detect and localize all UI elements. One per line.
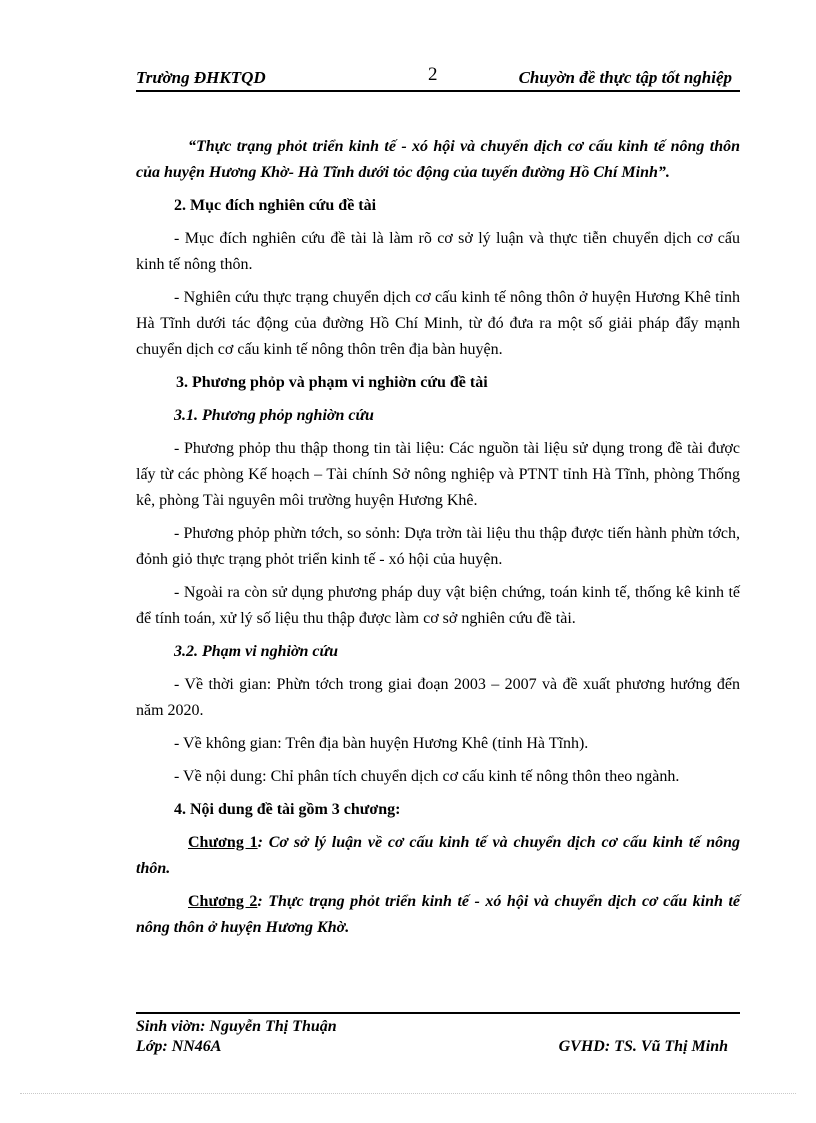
- chapter-2-label: Chương 2: [188, 893, 258, 910]
- chapter-1-entry: [136, 830, 740, 882]
- footer-advisor: GVHD: TS. Vũ Thị Minh: [558, 1038, 728, 1055]
- section-2-paragraph-1: - Mục đích nghiên cứu đề tài là làm rõ cơ sở lý luận và thực tiễn chuyển dịch cơ cấu kinh tế nông thôn.: [136, 230, 740, 273]
- section-3-1-heading: 3.1. Phương phỏp nghiờn cứu: [174, 407, 374, 424]
- document-body: [136, 134, 740, 941]
- chapter-2-entry: [136, 889, 740, 941]
- section-3-1-paragraph-3: - Ngoài ra còn sử dụng phương pháp duy vật biện chứng, toán kinh tế, thống kê kinh tế để tính toán, xử lý số liệu thu thập được làm cơ sở nghiên cứu đề tài.: [136, 584, 740, 627]
- section-2-paragraph-2: - Nghiên cứu thực trạng chuyển dịch cơ cấu kinh tế nông thôn ở huyện Hương Khê tỉnh Hà Tĩnh dưới tác động của đường Hồ Chí Minh, từ đó đưa ra một số giải pháp đẩy mạnh chuyển dịch cơ cấu kinh tế nông thôn trên địa bàn huyện.: [136, 289, 740, 358]
- section-4-heading: 4. Nội dung đề tài gồm 3 chương:: [174, 801, 401, 818]
- section-3-1-paragraph-1: - Phương phỏp thu thập thong tin tài liệu: Các nguồn tài liệu sử dụng trong đề tài được lấy từ các phòng Kế hoạch – Tài chính Sở nông nghiệp và PTNT tỉnh Hà Tĩnh, phòng Thống kê, phòng Tài nguyên môi trường huyện Hương Khê.: [136, 440, 740, 509]
- footer-class: Lớp: NN46A: [136, 1038, 222, 1055]
- section-3-2-paragraph-1: - Về thời gian: Phừn tớch trong giai đoạn 2003 – 2007 và đề xuất phương hướng đến năm 2020.: [136, 676, 740, 719]
- section-3-2-heading: 3.2. Phạm vi nghiờn cứu: [174, 643, 338, 660]
- section-3-2-paragraph-2: - Về không gian: Trên địa bàn huyện Hương Khê (tỉnh Hà Tĩnh).: [174, 735, 589, 752]
- page-number: 2: [428, 64, 438, 85]
- section-3-2-paragraph-3: - Về nội dung: Chỉ phân tích chuyển dịch cơ cấu kinh tế nông thôn theo ngành.: [174, 768, 680, 785]
- section-3-heading: 3. Phương phỏp và phạm vi nghiờn cứu đề tài: [176, 374, 488, 391]
- chapter-1-label: Chương 1: [188, 834, 258, 851]
- header-school: Trường ĐHKTQD: [136, 68, 266, 87]
- footer-student: Sinh viờn: Nguyễn Thị Thuận: [136, 1018, 337, 1035]
- page-header: [136, 66, 740, 92]
- section-2-heading: 2. Mục đích nghiên cứu đề tài: [174, 197, 377, 214]
- page-bottom-rule: [20, 1093, 796, 1094]
- chapter-2-text: : Thực trạng phỏt triển kinh tế - xó hội và chuyển dịch cơ cấu kinh tế nông thôn ở huyện Hương Khờ.: [136, 893, 741, 936]
- page-footer: [136, 1012, 740, 1060]
- header-report-type: Chuyờn đề thực tập tốt nghiệp: [518, 68, 732, 87]
- thesis-title: “Thực trạng phỏt triển kinh tế - xó hội và chuyển dịch cơ cấu kinh tế nông thôn của huyện Hương Khờ- Hà Tĩnh dưới tỏc động của tuyến đường Hồ Chí Minh”.: [136, 138, 740, 181]
- chapter-1-text: : Cơ sở lý luận về cơ cấu kinh tế và chuyển dịch cơ cấu kinh tế nông thôn.: [136, 834, 741, 877]
- section-3-1-paragraph-2: - Phương phỏp phừn tớch, so sỏnh: Dựa trờn tài liệu thu thập được tiến hành phừn tớch, đỏnh giỏ thực trạng phỏt triển kinh tế - xó hội của huyện.: [136, 525, 740, 568]
